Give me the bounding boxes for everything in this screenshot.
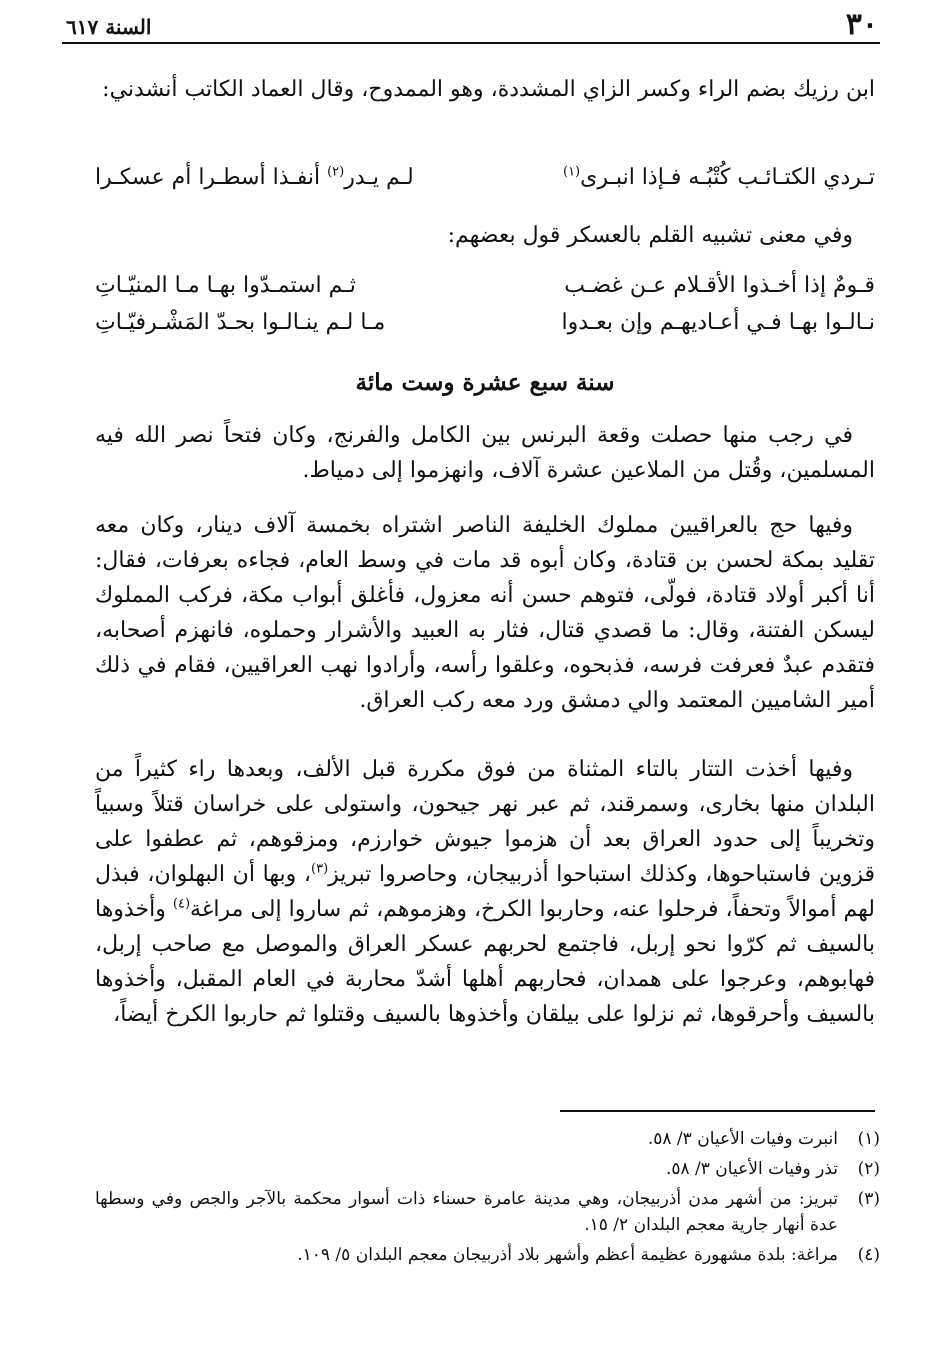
paragraph-1 <box>95 418 875 488</box>
footnote-2 <box>95 1156 880 1182</box>
paragraph-1-text: في رجب منها حصلت وقعة البرنس بين الكامل والفرنج، وكان فتحاً نصر الله فيه المسلمين، وقُتل من الملاعين عشرة آلاف، وانهزموا إلى دمياط. <box>95 423 875 483</box>
poem-verse-1-first: قـومٌ إذا أخـذوا الأقـلام عـن غضـب <box>564 273 875 298</box>
pen-intro-text: وفي معنى تشبيه القلم بالعسكر قول بعضهم: <box>447 223 853 248</box>
footnote-4-number: (٤) <box>857 1245 880 1265</box>
footnote-4 <box>95 1242 880 1268</box>
verse-1-first-hemistich: تـردي الكتـائـب كُتْبُـه فـإذا انبـرى$^{(١)}$ <box>562 164 875 190</box>
page-number: ٣٠ <box>845 7 878 42</box>
footnote-2-number: (٢) <box>857 1159 880 1179</box>
page-header <box>62 4 880 44</box>
paragraph-2-text: وفيها حج بالعراقيين مملوك الخليفة الناصر اشتراه بخمسة آلاف دينار، وكان معه تقليد بمكة لحسن بن قتادة، وكان أبوه قد مات في وسط العام، فجاءه بعرفات، فقال: أنا أكبر أولاد قتادة، فولّى، فتوهم حسن أنه معزول، فأغلق أبواب مكة، فركب المملوك ليسكن الفتنة، وقال: ما قصدي قتال، فثار به العبيد والأشرار وحملوه، فانهزم أصحابه، فتقدم عبدٌ فعرفت فرسه، فذبحوه، وعلقوا رأسه، وأرادوا نهب العراقيين، فقام في ذلك أمير الشاميين المعتمد والي دمشق ورد معه ركب العراق. <box>95 513 875 713</box>
footnote-ref-4[interactable]: (٤) <box>172 896 191 912</box>
section-heading: سنة سبع عشرة وست مائة <box>355 369 615 396</box>
footnote-separator <box>560 1110 875 1112</box>
footnote-3-number: (٣) <box>857 1189 880 1209</box>
footnote-2-text: تذر وفيات الأعيان ٣/ ٥٨. <box>665 1159 838 1179</box>
poem-verse-2 <box>95 305 875 340</box>
footnote-1-text: انبرت وفيات الأعيان ٣/ ٥٨. <box>647 1129 838 1149</box>
footnote-1 <box>95 1126 880 1152</box>
footnote-4-text: مراغة: بلدة مشهورة عظيمة أعظم وأشهر بلاد أذربيجان معجم البلدان ٥/ ١٠٩. <box>297 1245 838 1265</box>
footnote-ref-2[interactable]: (٢) <box>327 164 345 180</box>
poem-verse-1 <box>95 268 875 303</box>
footnote-3-text: تبريز: من أشهر مدن أذربيجان، وهي مدينة عامرة حسناء ذات أسوار محكمة بالآجر والجص وفي وسطها عدة أنهار جارية معجم البلدان ٢/ ١٥. <box>95 1189 838 1235</box>
poem-verse-2-second: مـا لـم ينـالـوا بحـدّ المَشْـرفيّـاتِ <box>95 310 386 335</box>
paragraph-3-text: وفيها أخذت التتار بالتاء المثناة من فوق مكررة قبل الألف، وبعدها راء كثيراً من البلدان منها بخارى، وسمرقند، ثم عبر نهر جيحون، واستولى على خراسان قتلاً وسبياً وتخريباً إلى حدود العراق بعد أن هزموا جيوش خوارزم، ومزقوهم، ثم عطفوا على قزوين فاستباحوها، وكذلك استباحوا أذربيجان، وحاصروا تبريز$^{(٣)}$، وبها أن البهلوان، فبذل لهم أموالاً وتحفاً، فرحلوا عنه، وحاربوا الكرخ، وهزموهم، ثم ساروا إلى مراغة$^{(٤)}$ وأخذوها بالسيف ثم كرّوا نحو إربل، فاجتمع لحربهم عسكر العراق والموصل مع صاحب إربل، فهابوهم، وعرجوا على همدان، فحاربهم أهلها أشدّ محاربة في العام المقبل، وأخذوها بالسيف وأحرقوها، ثم نزلوا على بيلقان وأخذوها بالسيف وقتلوا ثم حاربوا الكرخ أيضاً، <box>95 757 875 1027</box>
pen-intro-paragraph <box>95 218 875 253</box>
verse-1-second-hemistich: لـم يـدر$^{(٢)}$ أنفـذا أسطـرا أم عسكـرا <box>95 164 414 190</box>
paragraph-2 <box>95 508 875 718</box>
paragraph-3 <box>95 752 875 1032</box>
intro-text: ابن رزيك بضم الراء وكسر الزاي المشددة، وهو الممدوح، وقال العماد الكاتب أنشدني: <box>102 77 875 102</box>
poem-verse-1-second: ثـم استمـدّوا بهـا مـا المنيّـاتِ <box>95 273 356 298</box>
footnote-ref-1[interactable]: (١) <box>562 164 581 180</box>
footnote-1-number: (١) <box>857 1129 880 1149</box>
footnotes <box>95 1126 880 1272</box>
footnote-3 <box>95 1186 880 1238</box>
verse-1 <box>95 160 875 195</box>
intro-paragraph <box>95 72 875 107</box>
running-title: السنة ٦١٧ <box>66 15 152 39</box>
footnote-ref-3[interactable]: (٣) <box>311 861 329 877</box>
poem-verse-2-first: نـالـوا بهـا فـي أعـاديهـم وإن بعـدوا <box>561 310 875 335</box>
